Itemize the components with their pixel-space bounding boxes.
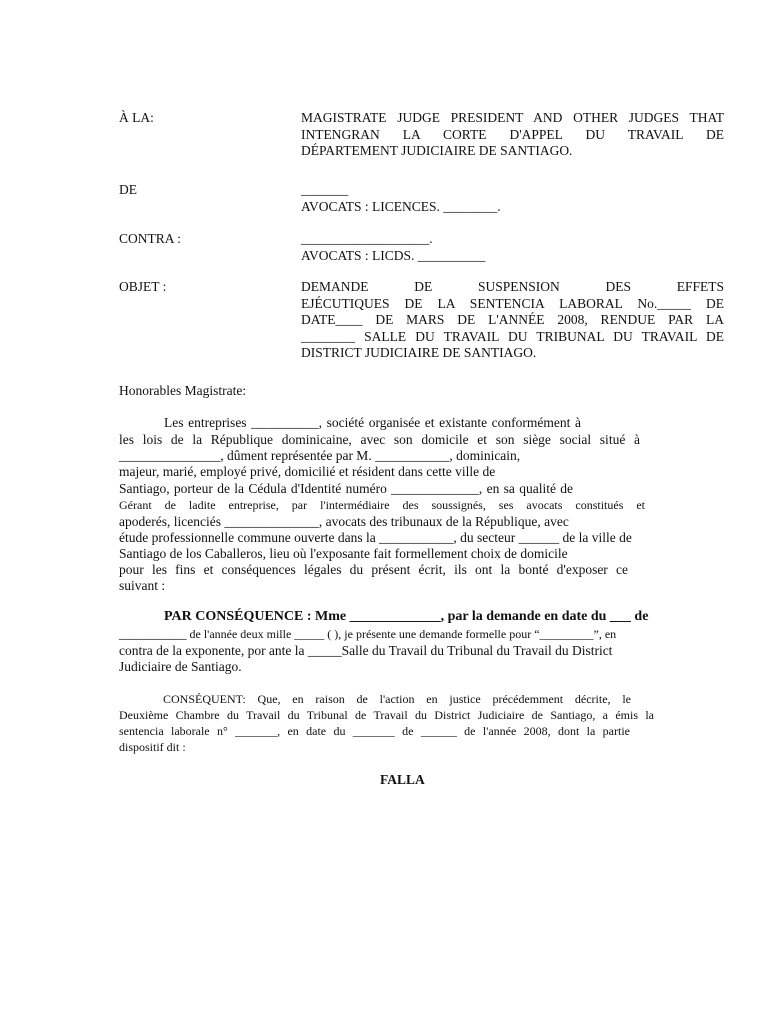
paragraph-line: Les entreprises __________, société organisée et existante conformément à [164,415,581,430]
paragraph-line: étude professionnelle commune ouverte dans la ___________, du secteur ______ de la ville de [119,530,632,545]
contra-line: ___________________. [301,231,433,246]
paragraph-line: Judiciaire de Santiago. [119,659,242,674]
paragraph-line: CONSÉQUENT: Que, en raison de l'action en justice précédemment décrite, le [163,692,631,706]
objet-line: ________ SALLE DU TRAVAIL DU TRIBUNAL DU TRAVAIL DE [301,328,724,344]
falla-heading: FALLA [380,772,425,787]
de-line: _______ [301,182,349,197]
a-la-line: MAGISTRATE JUDGE PRESIDENT AND OTHER JUDGES THAT [301,110,724,125]
contra-line: AVOCATS : LICDS. __________ [301,247,486,263]
paragraph-line: suivant : [119,578,166,593]
a-la-label: À LA: [119,110,154,125]
paragraph-line: sentencia laborale n° _______, en date du _______ de ______ de l'année 2008, dont la partie [119,724,630,738]
paragraph-line [119,626,616,642]
contra-label: CONTRA : [119,231,181,246]
a-la-line: INTENGRAN LA CORTE D'APPEL DU TRAVAIL DE [301,126,724,142]
de-line: AVOCATS : LICENCES. ________. [301,198,501,214]
a-la-line: DÉPARTEMENT JUDICIAIRE DE SANTIAGO. [301,143,573,158]
paragraph-line: Deuxième Chambre du Travail du Tribunal de Travail du District Judiciaire de Santiago, a émis la [119,708,654,722]
paragraph-text: de l'année deux mille _____ ( ), je présente une demande formelle pour “_________”, en [186,627,617,641]
paragraph-line: les lois de la République dominicaine, avec son domicile et son siège social situé à [119,432,640,447]
contra-value [301,231,724,264]
objet-line: DISTRICT JUDICIAIRE DE SANTIAGO. [301,345,537,360]
paragraph-line: pour les fins et conséquences légales du présent écrit, ils ont la bonté d'exposer ce [119,562,628,577]
paragraph-line: Santiago de los Caballeros, lieu où l'exposante fait formellement choix de domicile [119,546,568,561]
par-consequence-line: PAR CONSÉQUENCE : Mme _____________, par la demande en date du ___ de [164,609,649,624]
objet-line: EJÉCUTIQUES DE LA SENTENCIA LABORAL No._____ DE [301,295,724,311]
de-label: DE [119,182,137,197]
blank-field: __________ [119,626,187,641]
salutation: Honorables Magistrate: [119,383,247,398]
de-value [301,182,724,215]
objet-line: DEMANDE DE SUSPENSION DES EFFETS [301,279,724,294]
paragraph-line: dispositif dit : [119,740,186,754]
objet-line: DATE____ DE MARS DE L'ANNÉE 2008, RENDUE PAR LA [301,312,724,327]
paragraph-line: Santiago, porteur de la Cédula d'Identité numéro _____________, en sa qualité de [119,481,573,496]
objet-value [301,279,724,362]
objet-label: OBJET : [119,279,167,294]
paragraph-line: contra de la exponente, por ante la _____Salle du Travail du Tribunal du Travail du District [119,643,613,658]
paragraph-line: Gérant de ladite entreprise, par l'intermédiaire des soussignés, ses avocats constitués et [119,498,645,512]
paragraph-line: _______________, dûment représentée par M. ___________, dominicain, [119,448,521,463]
a-la-value [301,110,724,160]
paragraph-line: apoderés, licenciés ______________, avocats des tribunaux de la République, avec [119,514,569,529]
paragraph-line: majeur, marié, employé privé, domicilié et résident dans cette ville de [119,464,496,479]
